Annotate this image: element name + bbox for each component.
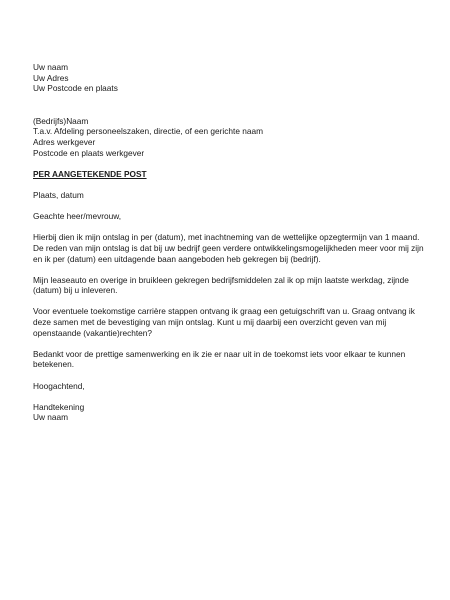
spacer <box>33 338 428 349</box>
spacer <box>33 158 428 169</box>
sender-postcode-city: Uw Postcode en plaats <box>33 83 118 94</box>
spacer <box>33 391 428 402</box>
body-paragraph-return-items: Mijn leaseauto en overige in bruikleen gekregen bedrijfsmiddelen zal ik op mijn laatste werkdag, zijnde (datum) bij u inleveren. <box>33 274 409 296</box>
body-paragraph-thanks: Bedankt voor de prettige samenwerking en ik zie er naar uit in de toekomst iets voor elkaar te kunnen betekenen. <box>33 348 406 370</box>
spacer <box>33 296 428 307</box>
body-paragraph-resignation: Hierbij dien ik mijn ontslag in per (datum), met inachtneming van de wettelijke opzegtermijn van 1 maand. De reden van mijn ontslag is dat bij uw bedrijf geen verdere ontwikkelingsmogelijkheden meer voor mij zijn en ik per (datum) een uitdagende baan aangeboden heb gekregen bij (bedrijf). <box>33 232 424 264</box>
place-date: Plaats, datum <box>33 189 84 200</box>
spacer <box>33 94 428 116</box>
letter-page <box>33 62 428 423</box>
spacer <box>33 179 428 190</box>
sender-address-block <box>33 62 428 94</box>
body-paragraph-reference: Voor eventuele toekomstige carrière stappen ontvang ik graag een getuigschrift van u. Graag ontvang ik deze samen met de bevestiging van mijn ontslag. Kunt u mij daarbij een overzicht geven van mij openstaande (vakantie)rechten? <box>33 306 415 338</box>
sender-address: Uw Adres <box>33 72 69 83</box>
spacer <box>33 264 428 275</box>
closing: Hoogachtend, <box>33 380 85 391</box>
signature-block <box>33 402 428 423</box>
recipient-address-block <box>33 116 428 158</box>
salutation: Geachte heer/mevrouw, <box>33 211 122 222</box>
recipient-postcode-city: Postcode en plaats werkgever <box>33 147 145 158</box>
recipient-address: Adres werkgever <box>33 136 96 147</box>
recipient-attention: T.a.v. Afdeling personeelszaken, directie, of een gerichte naam <box>33 126 263 137</box>
sender-name: Uw naam <box>33 62 69 72</box>
letter-subject: PER AANGETEKENDE POST <box>33 168 147 179</box>
spacer <box>33 201 428 212</box>
spacer <box>33 222 428 233</box>
signature-label: Handtekening <box>33 401 85 412</box>
recipient-company: (Bedrijfs)Naam <box>33 115 89 126</box>
spacer <box>33 370 428 381</box>
signature-name: Uw naam <box>33 412 69 423</box>
